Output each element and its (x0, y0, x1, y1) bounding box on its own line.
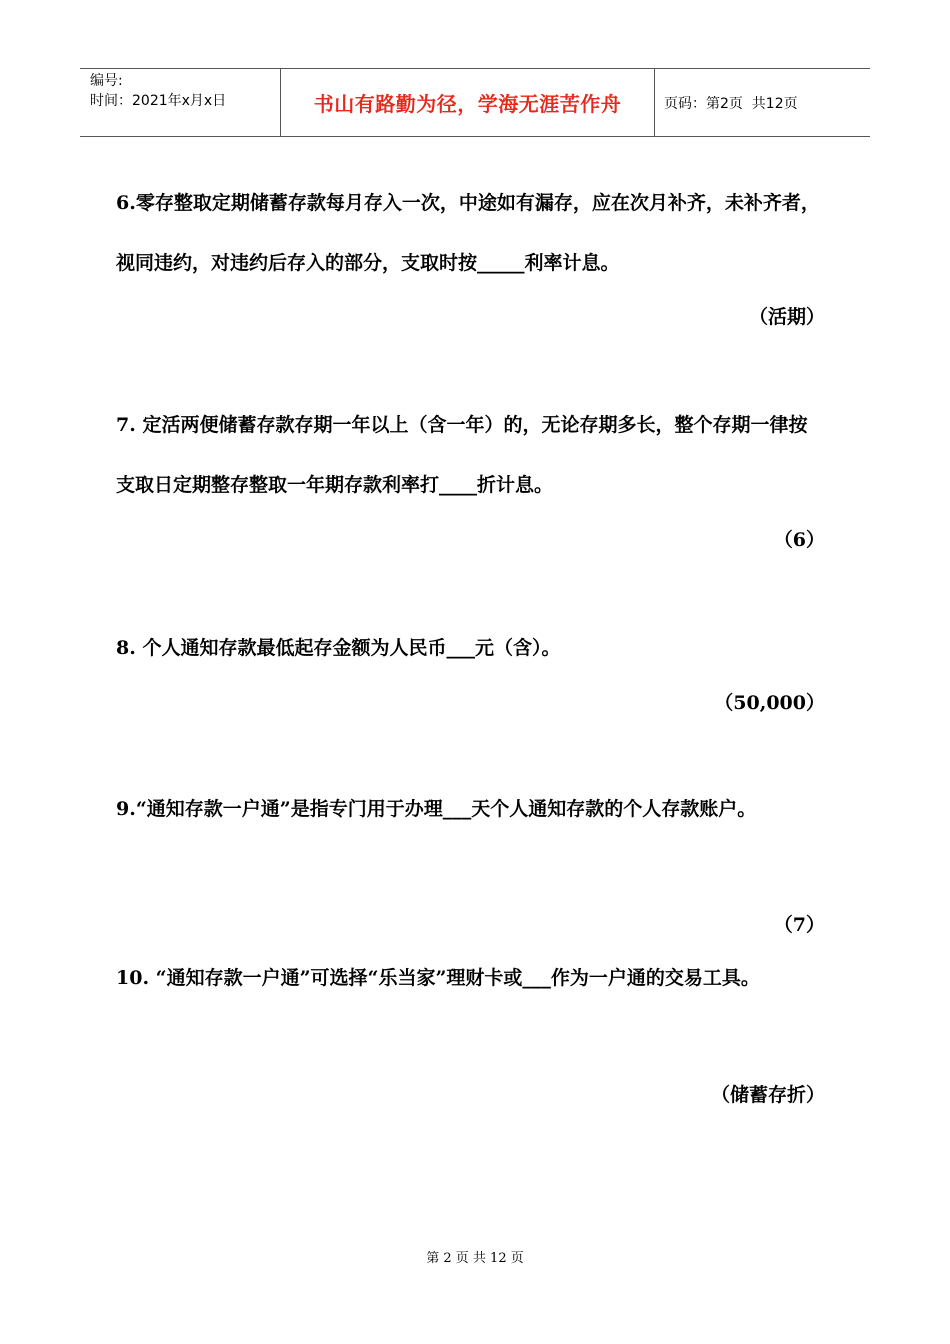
page-header (80, 68, 870, 137)
answer-10: （储蓄存折） (710, 1084, 825, 1106)
answer-9: （7） (773, 914, 825, 936)
question-8: 8. 个人通知存款最低起存金额为人民币___元（含）。 (116, 637, 561, 659)
answer-8: （50,000） (714, 692, 825, 714)
time-label: 时间：2021年x月x日 (90, 93, 227, 109)
question-9: 9.“通知存款一户通”是指专门用于办理___天个人通知存款的个人存款账户。 (116, 798, 757, 820)
header-left-cell (80, 69, 281, 136)
answer-6: （活期） (748, 306, 825, 328)
question-10: 10. “通知存款一户通”可选择“乐当家”理财卡或___作为一户通的交易工具。 (116, 967, 760, 989)
question-7: 7. 定活两便储蓄存款存期一年以上（含一年）的，无论存期多长，整个存期一律按支取日定期整存整取一年期存款利率打____折计息。 (116, 414, 808, 496)
page-info-text: 页码：第2页 共12页 (664, 95, 798, 112)
header-motto: 书山有路勤为径，学海无涯苦作舟 (281, 69, 655, 136)
header-page-info (655, 69, 870, 136)
answer-7: （6） (773, 529, 825, 551)
question-6: 6.零存整取定期储蓄存款每月存入一次，中途如有漏存，应在次月补齐，未补齐者，视同违约，对违约后存入的部分，支取时按_____利率计息。 (116, 192, 820, 274)
page-footer: 第 2 页 共 12 页 (426, 1251, 524, 1266)
serial-label: 编号: (90, 73, 123, 89)
